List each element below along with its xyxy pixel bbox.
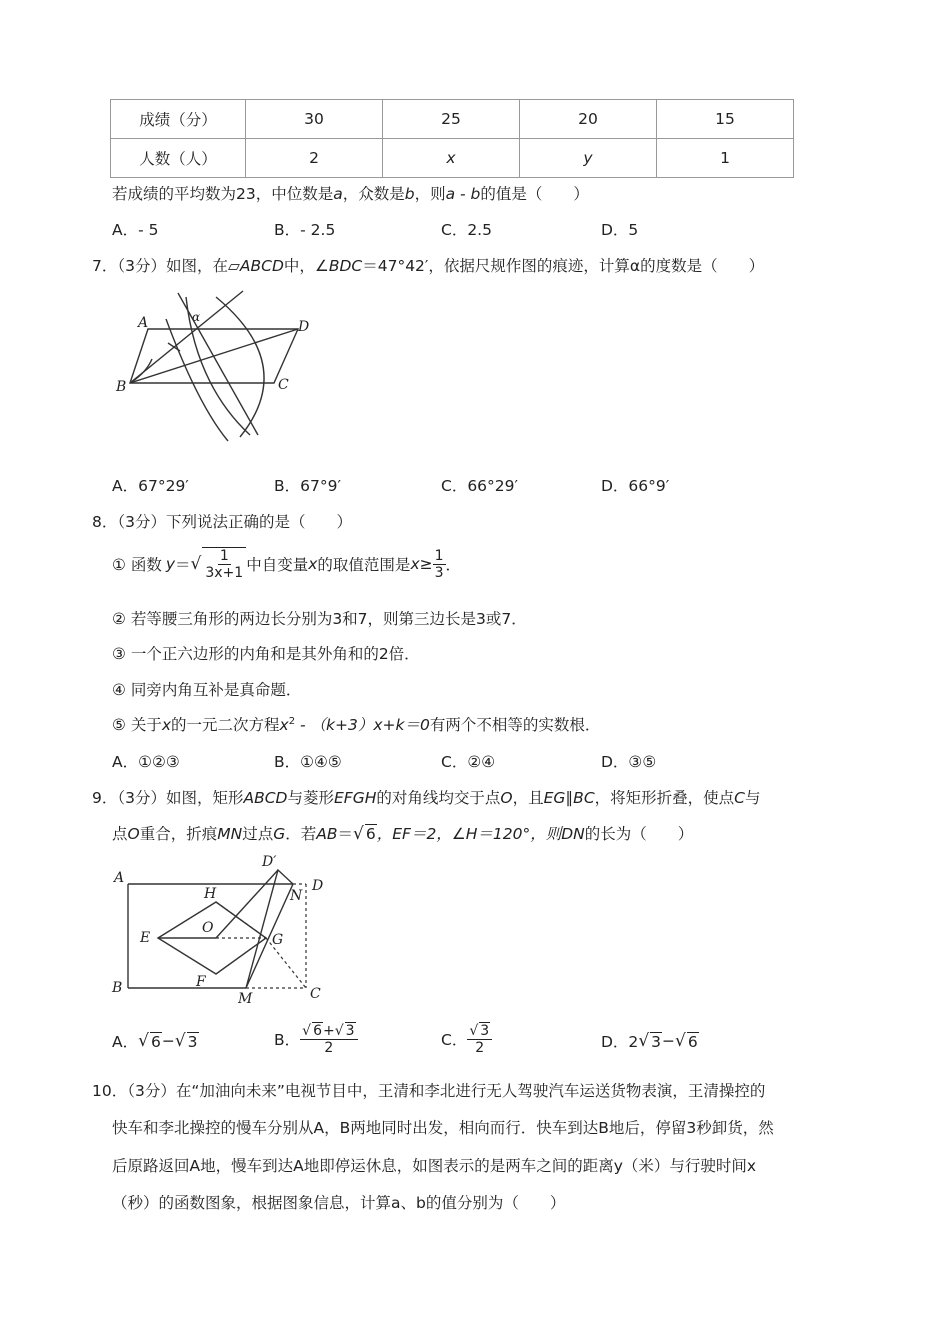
q9-text: ．若 bbox=[285, 825, 317, 843]
q7-figure bbox=[108, 285, 338, 455]
table-cell: 20 bbox=[520, 100, 657, 139]
radicand: 6 bbox=[313, 1022, 322, 1039]
label-c: C bbox=[278, 377, 289, 393]
q7-var: BDC bbox=[328, 257, 363, 275]
table-row bbox=[111, 139, 794, 178]
q8-stem: 8．（3分）下列说法正确的是（ ） bbox=[92, 513, 352, 531]
q9-text: ，且 bbox=[512, 789, 544, 807]
q8-var: x bbox=[410, 555, 420, 573]
label-h: H bbox=[204, 886, 217, 902]
numerator: 1 bbox=[219, 548, 229, 564]
table-cell: 30 bbox=[246, 100, 383, 139]
q8-var: y bbox=[165, 555, 176, 573]
q8-text: ≥ bbox=[419, 555, 433, 573]
radical-icon: √ bbox=[638, 1031, 650, 1051]
q9-figure bbox=[108, 850, 338, 1005]
q8-text: ． bbox=[445, 556, 462, 574]
option-fraction bbox=[300, 1023, 357, 1056]
denominator: 2 bbox=[475, 1039, 485, 1056]
q8-var: x bbox=[308, 555, 318, 573]
q9-text: 过点 bbox=[242, 825, 274, 843]
label-a: A bbox=[114, 870, 125, 886]
q8-option-a[interactable]: A．①②③ bbox=[112, 753, 180, 771]
q8-option-c[interactable]: C．②④ bbox=[441, 753, 496, 771]
table-cell: 2 bbox=[246, 139, 383, 178]
q8-fraction bbox=[433, 548, 446, 581]
denominator: 2 bbox=[324, 1039, 334, 1056]
q9-var: C bbox=[734, 789, 745, 807]
q9-stem-line1 bbox=[92, 786, 761, 808]
construction-arc-2 bbox=[216, 297, 264, 437]
q8-statement-2: ② 若等腰三角形的两边长分别为3和7，则第三边长是3或7． bbox=[112, 610, 527, 628]
q6-stem bbox=[112, 182, 589, 204]
label-n: N bbox=[290, 888, 303, 904]
q8-text: 有两个不相等的实数根． bbox=[429, 716, 601, 734]
q7-var: ABCD bbox=[239, 257, 284, 275]
q8-text: ＝ bbox=[175, 556, 191, 574]
q6-option-c[interactable]: C．2.5 bbox=[441, 221, 492, 239]
q10-stem-line2: 快车和李北操控的慢车分别从A，B两地同时出发，相向而行．快车到达B地后，停留3秒卸货，然 bbox=[112, 1119, 774, 1137]
q9-option-b[interactable] bbox=[274, 1016, 358, 1062]
q8-text: ① 函数 bbox=[112, 556, 162, 574]
q8-text: 中自变量 bbox=[246, 556, 309, 574]
q9-var: O bbox=[127, 825, 140, 843]
q7-option-c[interactable]: C．66°29′ bbox=[441, 477, 519, 495]
q9-text: 9．（3分）如图，矩形 bbox=[92, 789, 244, 807]
denominator: 3 bbox=[434, 564, 444, 581]
option-label: C． bbox=[441, 1031, 468, 1049]
q9-text: ，EF＝2，∠H＝120°，则 bbox=[376, 825, 562, 843]
q9-text: 的对角线均交于点 bbox=[376, 789, 501, 807]
table-cell: 成绩（分） bbox=[111, 100, 246, 139]
q8-statement-3: ③ 一个正六边形的内角和是其外角和的2倍． bbox=[112, 645, 420, 663]
q7-option-b[interactable]: B．67°9′ bbox=[274, 477, 341, 495]
q9-var: ABCD bbox=[243, 789, 288, 807]
radical-icon: √ bbox=[353, 824, 364, 844]
q7-option-d[interactable]: D．66°9′ bbox=[601, 477, 670, 495]
radical-icon: √ bbox=[174, 1031, 186, 1051]
q9-var: G bbox=[273, 825, 286, 843]
label-e: E bbox=[140, 930, 151, 946]
numerator: 1 bbox=[434, 547, 444, 564]
radical-icon: √ bbox=[138, 1031, 149, 1051]
q6-var-a: a bbox=[333, 185, 343, 203]
radicand: 3 bbox=[187, 1032, 198, 1051]
table-cell: 人数（人） bbox=[111, 139, 246, 178]
q9-text: 重合，折痕 bbox=[139, 825, 218, 843]
denominator: 3x+1 bbox=[205, 565, 244, 581]
table-cell: 1 bbox=[657, 139, 794, 178]
label-alpha: α bbox=[192, 310, 201, 324]
q6-option-b[interactable]: B．- 2.5 bbox=[274, 221, 336, 239]
table-cell: 15 bbox=[657, 100, 794, 139]
q9-text: ＝ bbox=[337, 825, 354, 843]
q6-option-d[interactable]: D．5 bbox=[601, 221, 639, 239]
label-c: C bbox=[310, 986, 321, 1002]
radicand: 6 bbox=[150, 1032, 161, 1051]
q8-statement-1 bbox=[112, 542, 461, 586]
numerator bbox=[300, 1023, 357, 1040]
q9-var: EFGH bbox=[334, 789, 377, 807]
q8-option-d[interactable]: D．③⑤ bbox=[601, 753, 657, 771]
radicand: 3 bbox=[480, 1022, 490, 1039]
q8-var: x bbox=[279, 716, 289, 734]
table-cell: 25 bbox=[383, 100, 520, 139]
q8-var: x bbox=[161, 716, 172, 734]
q9-text: ，将矩形折叠，使点 bbox=[594, 789, 735, 807]
q9-text: 的长为（ ） bbox=[584, 825, 694, 843]
q9-option-c[interactable] bbox=[441, 1016, 492, 1062]
q8-exponent: 2 bbox=[288, 715, 296, 727]
label-a: A bbox=[138, 315, 149, 331]
option-label: D．2 bbox=[601, 1033, 639, 1051]
q7-text: ＝47°42′，依据尺规作图的痕迹，计算α的度数是（ ） bbox=[362, 257, 765, 275]
operator: − bbox=[662, 1032, 676, 1050]
q9-option-a[interactable] bbox=[112, 1030, 199, 1052]
q6-text: ，众数是 bbox=[342, 185, 405, 203]
q8-expr: - （k+3）x+k＝0 bbox=[295, 716, 430, 734]
q6-option-a[interactable]: A．- 5 bbox=[112, 221, 159, 239]
q8-text: 的一元二次方程 bbox=[171, 716, 280, 734]
q9-var: MN bbox=[217, 825, 243, 843]
label-d: D bbox=[312, 878, 324, 894]
radicand: 3 bbox=[345, 1022, 355, 1039]
q9-text: 与菱形 bbox=[287, 789, 334, 807]
q8-statement-4: ④ 同旁内角互补是真命题． bbox=[112, 681, 302, 699]
operator: − bbox=[161, 1032, 175, 1050]
radical-icon: √ bbox=[302, 1022, 312, 1039]
numerator bbox=[467, 1023, 492, 1040]
q10-stem-line1: 10．（3分）在“加油向未来”电视节目中，王清和李北进行无人驾驶汽车运送货物表演，王清操控的 bbox=[92, 1082, 766, 1100]
q10-stem-line3: 后原路返回A地，慢车到达A地即停运休息，如图表示的是两车之间的距离y（米）与行驶时间x bbox=[112, 1157, 757, 1175]
q7-option-a[interactable]: A．67°29′ bbox=[112, 477, 189, 495]
radical-icon: √ bbox=[469, 1022, 479, 1039]
radical-icon: √ bbox=[190, 554, 202, 574]
table-cell: x bbox=[383, 139, 520, 178]
radicand: 6 bbox=[687, 1032, 698, 1051]
q7-text: 7．（3分）如图，在▱ bbox=[92, 257, 240, 275]
q7-stem bbox=[92, 254, 764, 276]
label-d: D bbox=[298, 319, 310, 335]
q6-text: 若成绩的平均数为23，中位数是 bbox=[112, 185, 334, 203]
q8-fraction bbox=[203, 548, 245, 581]
q8-text: ⑤ 关于 bbox=[112, 716, 162, 734]
label-d-prime: D′ bbox=[262, 854, 277, 870]
q9-var: DN bbox=[561, 825, 585, 843]
radicand: 3 bbox=[651, 1032, 662, 1051]
radical-icon: √ bbox=[334, 1022, 344, 1039]
q10-stem-line4: （秒）的函数图象，根据图象信息，计算a、b的值分别为（ ） bbox=[112, 1194, 566, 1212]
q9-text: 点 bbox=[112, 825, 128, 843]
q9-stem-line2 bbox=[112, 822, 693, 844]
q9-text: 与 bbox=[744, 789, 761, 807]
table-cell: y bbox=[520, 139, 657, 178]
q8-sqrt bbox=[202, 547, 246, 581]
label-b: B bbox=[116, 379, 127, 395]
label-o: O bbox=[202, 920, 214, 936]
q8-option-b[interactable]: B．①④⑤ bbox=[274, 753, 342, 771]
label-g: G bbox=[272, 932, 284, 948]
score-table bbox=[110, 99, 794, 178]
option-fraction bbox=[467, 1023, 492, 1056]
q6-text: ，则 bbox=[414, 185, 446, 203]
q8-statement-5 bbox=[112, 713, 600, 735]
q8-text: 的取值范围是 bbox=[317, 556, 411, 574]
operator: + bbox=[322, 1022, 335, 1039]
label-f: F bbox=[196, 974, 206, 990]
q9-var: AB bbox=[316, 825, 338, 843]
q9-sqrt: 6 bbox=[365, 825, 376, 843]
label-b: B bbox=[112, 980, 123, 996]
arc-mark bbox=[166, 319, 228, 441]
q9-var: O bbox=[500, 789, 513, 807]
option-label: A． bbox=[112, 1033, 139, 1051]
q6-text: 的值是（ ） bbox=[480, 185, 589, 203]
q6-var-b: b bbox=[404, 185, 415, 203]
q9-var: EG∥BC bbox=[543, 789, 595, 807]
table-row bbox=[111, 100, 794, 139]
q7-text: 中，∠ bbox=[283, 257, 329, 275]
q6-expr: a - b bbox=[445, 185, 481, 203]
radical-icon: √ bbox=[675, 1031, 686, 1051]
label-m: M bbox=[238, 991, 253, 1005]
option-label: B． bbox=[274, 1031, 301, 1049]
q9-option-d[interactable] bbox=[601, 1030, 699, 1052]
